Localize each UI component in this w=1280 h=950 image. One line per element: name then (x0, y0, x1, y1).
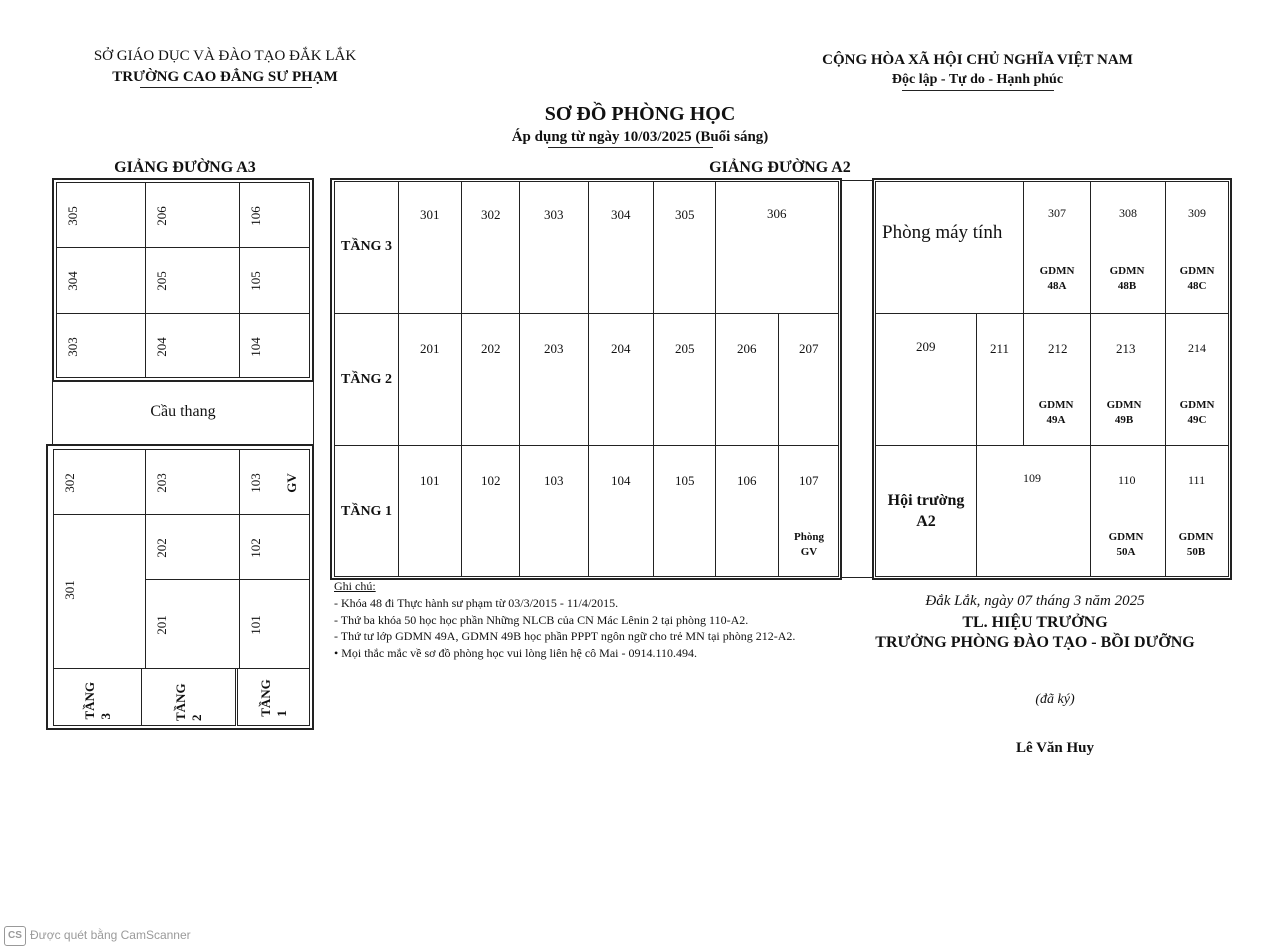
a2-room-213: 213 GDMN 49B (1090, 313, 1166, 446)
a3-upper-block (52, 178, 314, 382)
signer-role-1: TL. HIỆU TRƯỞNG (962, 614, 1108, 631)
note-item-2: - Thứ ba khóa 50 học học phần Những NLCB của CN Mác Lênin 2 tại phòng 110-A2. (334, 613, 749, 627)
camscanner-logo-icon: CS (4, 926, 26, 946)
a2-room-104: 104 (588, 445, 654, 577)
a2-room-203: 203 (519, 313, 589, 446)
a2-room-103: 103 (519, 445, 589, 577)
a2-room-105: 105 (653, 445, 716, 577)
a2-room-211: 211 (976, 313, 1024, 446)
a3-room-102: 102 (239, 514, 310, 580)
place-date: Đắk Lắk, ngày 07 tháng 3 năm 2025 (925, 593, 1145, 609)
a2-room-205: 205 (653, 313, 716, 446)
a2-room-212: 212 GDMN 49A (1023, 313, 1091, 446)
signed-note: (đã ký) (1035, 692, 1075, 707)
nation-underline (902, 90, 1054, 91)
a3-stairs: Cầu thang (52, 381, 314, 445)
a2-room-301: 301 (398, 181, 462, 314)
a3-room-305: 305 (56, 182, 146, 248)
a3-room-203: 203 (145, 449, 240, 515)
a2-room-207: 207 (778, 313, 839, 446)
a3-room-105: 105 (239, 247, 310, 314)
a3-floor-2: TẦNG 2 (141, 668, 236, 726)
a2-hall: Hội trường A2 (875, 445, 977, 577)
nation-line-2: Độc lập - Tự do - Hạnh phúc (891, 72, 1064, 87)
a2-floor-1-label: TẦNG 1 (334, 445, 399, 577)
note-item-1: - Khóa 48 đi Thực hành sư phạm từ 03/3/2015 - 11/4/2015. (334, 596, 619, 610)
signer-name: Lê Văn Huy (1015, 740, 1095, 756)
note-item-4: • Mọi thắc mắc về sơ đồ phòng học vui lòng liên hệ cô Mai - 0914.110.494. (334, 646, 698, 660)
a3-room-201: 201 (145, 579, 240, 669)
a3-room-302: 302 (53, 449, 146, 515)
a3-floor-1: TẦNG 1 (237, 668, 310, 726)
a2-room-306: 306 (715, 181, 839, 314)
a3-room-206: 206 (145, 182, 240, 248)
a3-room-104: 104 (239, 313, 310, 378)
a2-room-302: 302 (461, 181, 520, 314)
dept-underline (140, 87, 312, 88)
a3-room-204: 204 (145, 313, 240, 378)
a3-lower-block (46, 444, 314, 730)
note-item-3: - Thứ tư lớp GDMN 49A, GDMN 49B học phần PPPT ngôn ngữ cho trẻ MN tại phòng 212-A2. (334, 629, 796, 643)
a3-room-202: 202 (145, 514, 240, 580)
a2-floor-3-label: TẦNG 3 (334, 181, 399, 314)
nation-line-1: CỘNG HÒA XÃ HỘI CHỦ NGHĨA VIỆT NAM (822, 52, 1133, 68)
a2-room-102: 102 (461, 445, 520, 577)
a2-room-214: 214 GDMN 49C (1165, 313, 1229, 446)
page-subtitle: Áp dụng từ ngày 10/03/2025 (Buổi sáng) (511, 129, 769, 145)
a2-room-305: 305 (653, 181, 716, 314)
a3-room-304: 304 (56, 247, 146, 314)
signer-role-2: TRƯỞNG PHÒNG ĐÀO TẠO - BỒI DƯỠNG (875, 634, 1195, 651)
a2-room-304: 304 (588, 181, 654, 314)
camscanner-watermark: Được quét bằng CamScanner (30, 928, 191, 942)
dept-line-2: TRƯỜNG CAO ĐẲNG SƯ PHẠM (112, 69, 338, 85)
notes-heading: Ghi chú: (334, 579, 376, 593)
a2-title: GIẢNG ĐƯỜNG A2 (709, 159, 851, 176)
a3-room-103: 103 GV (239, 449, 310, 515)
a3-title: GIẢNG ĐƯỜNG A3 (114, 159, 256, 176)
a2-corridor (841, 180, 873, 578)
a3-room-303: 303 (56, 313, 146, 378)
a2-room-201: 201 (398, 313, 462, 446)
a2-room-106: 106 (715, 445, 779, 577)
subtitle-underline (548, 147, 713, 148)
a2-room-309: 309 GDMN 48C (1165, 181, 1229, 314)
a3-room-205: 205 (145, 247, 240, 314)
a2-room-101: 101 (398, 445, 462, 577)
a2-room-303: 303 (519, 181, 589, 314)
a3-room-106: 106 (239, 182, 310, 248)
a3-room-101: 101 (239, 579, 310, 669)
a2-room-308: 308 GDMN 48B (1090, 181, 1166, 314)
a3-floor-3: TẦNG 3 (53, 668, 142, 726)
a2-room-206: 206 (715, 313, 779, 446)
a2-room-202: 202 (461, 313, 520, 446)
a2-room-204: 204 (588, 313, 654, 446)
a2-room-209: 209 (875, 313, 977, 446)
page-title: SƠ ĐỒ PHÒNG HỌC (544, 103, 736, 125)
dept-line-1: SỞ GIÁO DỤC VÀ ĐÀO TẠO ĐẮK LẮK (93, 48, 357, 64)
a2-room-107: 107 Phòng GV (778, 445, 839, 577)
a3-room-301: 301 (53, 514, 146, 669)
a2-computer-room: Phòng máy tính (875, 181, 1024, 314)
a2-room-111: 111 GDMN 50B (1165, 445, 1229, 577)
a2-room-110: 110 GDMN 50A (1090, 445, 1166, 577)
a2-room-109: 109 (976, 445, 1091, 577)
a2-floor-2-label: TẦNG 2 (334, 313, 399, 446)
a2-room-307: 307 GDMN 48A (1023, 181, 1091, 314)
